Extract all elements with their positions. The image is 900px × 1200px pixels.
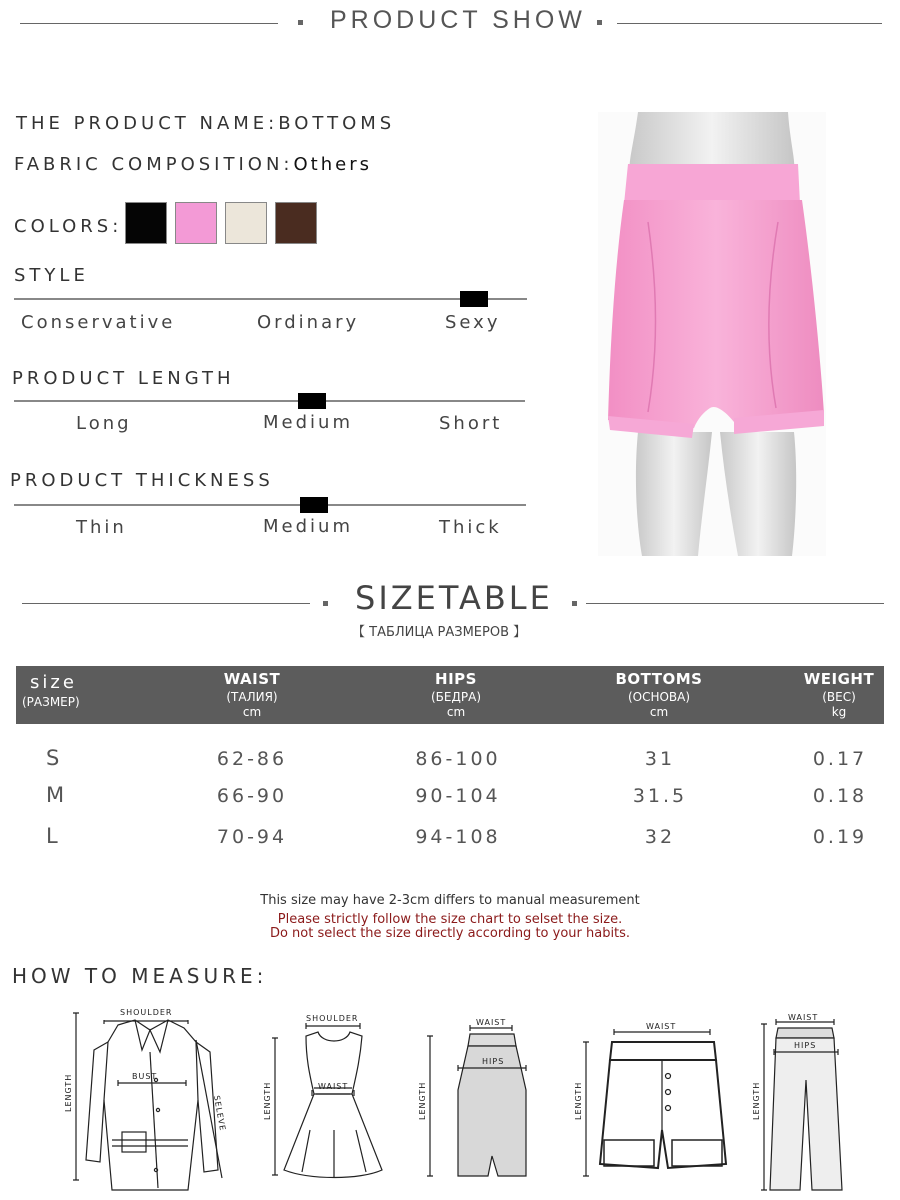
- shorts-diagram: [574, 1022, 726, 1176]
- pants-length-label: LENGTH: [752, 1081, 761, 1120]
- thickness-label: PRODUCT THICKNESS: [10, 470, 274, 491]
- row-s-bottoms: 31: [644, 748, 676, 770]
- color-swatch-black[interactable]: [125, 202, 167, 244]
- thickness-scale-track: [14, 504, 526, 506]
- length-scale-marker: [298, 393, 326, 409]
- shorts-waist-label: WAIST: [646, 1022, 677, 1031]
- sizetable-rule-right: [586, 603, 884, 604]
- product-name: [16, 113, 395, 134]
- style-option-sexy: Sexy: [445, 312, 501, 333]
- col-bottoms-ru: (ОСНОВА): [627, 690, 691, 704]
- col-hips-name: HIPS: [435, 670, 477, 688]
- row-s-size: S: [46, 746, 60, 770]
- size-table-header: [16, 666, 884, 724]
- jacket-sleeve-label: SELEVE: [212, 1094, 228, 1132]
- dress-shoulder-label: SHOULDER: [306, 1014, 359, 1023]
- length-option-medium: Medium: [263, 412, 353, 433]
- row-l-bottoms: 32: [644, 826, 676, 848]
- skirt-diagram: [418, 1018, 526, 1176]
- col-waist-name: WAIST: [223, 670, 281, 688]
- jacket-bust-label: BUST: [132, 1072, 158, 1081]
- note-measurement: This size may have 2-3cm differs to manual measurement: [260, 893, 640, 908]
- sizetable-rule-left: [22, 603, 310, 604]
- row-m-hips: 90-104: [415, 785, 501, 807]
- col-weight-ru: (ВЕС): [822, 690, 856, 704]
- row-s-hips: 86-100: [415, 748, 501, 770]
- shorts-length-label: LENGTH: [574, 1081, 583, 1120]
- length-scale-track: [14, 400, 525, 402]
- col-waist-unit: cm: [242, 705, 262, 719]
- fabric-composition: [14, 154, 372, 175]
- jacket-shoulder-label: SHOULDER: [120, 1008, 173, 1017]
- col-hips-unit: cm: [446, 705, 466, 719]
- thickness-option-medium: Medium: [263, 516, 353, 537]
- style-scale-marker: [460, 291, 488, 307]
- note-follow-chart: Please strictly follow the size chart to selset the size.: [277, 912, 623, 927]
- skirt-length-label: LENGTH: [418, 1081, 427, 1120]
- jacket-diagram: [64, 1008, 227, 1190]
- thickness-scale-marker: [300, 497, 328, 513]
- row-m-waist: 66-90: [216, 785, 288, 807]
- header-rule-right: [617, 23, 882, 24]
- header-rule-left: [20, 23, 278, 24]
- col-hips-ru: (БЕДРА): [431, 690, 481, 704]
- how-to-measure-title: HOW TO MEASURE:: [12, 964, 268, 988]
- col-size: [16, 672, 96, 709]
- color-swatch-brown[interactable]: [275, 202, 317, 244]
- thickness-option-thin: Thin: [76, 517, 127, 538]
- row-l-size: L: [46, 824, 58, 848]
- row-s-weight: 0.17: [812, 748, 868, 770]
- dress-length-label: LENGTH: [263, 1081, 272, 1120]
- note-habits: Do not select the size directly according to your habits.: [269, 926, 631, 941]
- sizetable-subtitle: 【 ТАБЛИЦА РАЗМЕРОВ 】: [352, 625, 527, 640]
- col-weight: [796, 670, 882, 719]
- pants-diagram: [752, 1013, 842, 1190]
- measurement-diagrams: [0, 980, 900, 1200]
- length-option-short: Short: [439, 413, 503, 434]
- col-weight-unit: kg: [831, 705, 847, 719]
- col-waist-ru: (ТАЛИЯ): [226, 690, 278, 704]
- row-m-bottoms: 31.5: [632, 785, 688, 807]
- style-scale-track: [14, 298, 527, 300]
- header-bullet-left: [298, 20, 303, 25]
- col-hips: [406, 670, 506, 719]
- skirt-waist-label: WAIST: [476, 1018, 507, 1027]
- pants-waist-label: WAIST: [788, 1013, 819, 1022]
- col-waist: [202, 670, 302, 719]
- style-label: STYLE: [14, 265, 89, 286]
- col-size-name: size: [30, 672, 77, 693]
- style-option-conservative: Conservative: [21, 312, 176, 333]
- product-photo: [598, 112, 826, 556]
- page-title: PRODUCT SHOW: [330, 6, 586, 34]
- row-l-hips: 94-108: [415, 826, 501, 848]
- skirt-hips-label: HIPS: [482, 1057, 505, 1066]
- col-bottoms-name: BOTTOMS: [615, 670, 703, 688]
- col-size-ru: (РАЗМЕР): [22, 695, 80, 709]
- colors-label: COLORS:: [14, 216, 123, 237]
- pants-hips-label: HIPS: [794, 1041, 817, 1050]
- product-name-value: BOTTOMS: [278, 113, 396, 134]
- sizetable-title: SIZETABLE: [355, 579, 553, 617]
- product-name-label: THE PRODUCT NAME:: [16, 113, 279, 134]
- header-bullet-right: [597, 20, 602, 25]
- col-weight-name: WEIGHT: [803, 670, 875, 688]
- col-bottoms: [604, 670, 714, 719]
- fabric-value: Others: [293, 154, 372, 175]
- row-l-waist: 70-94: [216, 826, 288, 848]
- mannequin-shorts-image: [598, 112, 826, 556]
- fabric-label: FABRIC COMPOSITION:: [14, 154, 294, 175]
- sizetable-bullet-right: [572, 601, 577, 606]
- dress-waist-label: WAIST: [318, 1082, 349, 1091]
- length-option-long: Long: [76, 413, 132, 434]
- col-bottoms-unit: cm: [649, 705, 669, 719]
- row-s-waist: 62-86: [216, 748, 288, 770]
- color-swatch-cream[interactable]: [225, 202, 267, 244]
- color-swatch-pink[interactable]: [175, 202, 217, 244]
- row-m-size: M: [46, 783, 65, 807]
- row-m-weight: 0.18: [812, 785, 868, 807]
- thickness-option-thick: Thick: [439, 517, 502, 538]
- dress-diagram: [263, 1014, 382, 1178]
- jacket-length-label: LENGTH: [64, 1073, 73, 1112]
- sizetable-bullet-left: [323, 601, 328, 606]
- row-l-weight: 0.19: [812, 826, 868, 848]
- length-label: PRODUCT LENGTH: [12, 368, 235, 389]
- style-option-ordinary: Ordinary: [257, 312, 360, 333]
